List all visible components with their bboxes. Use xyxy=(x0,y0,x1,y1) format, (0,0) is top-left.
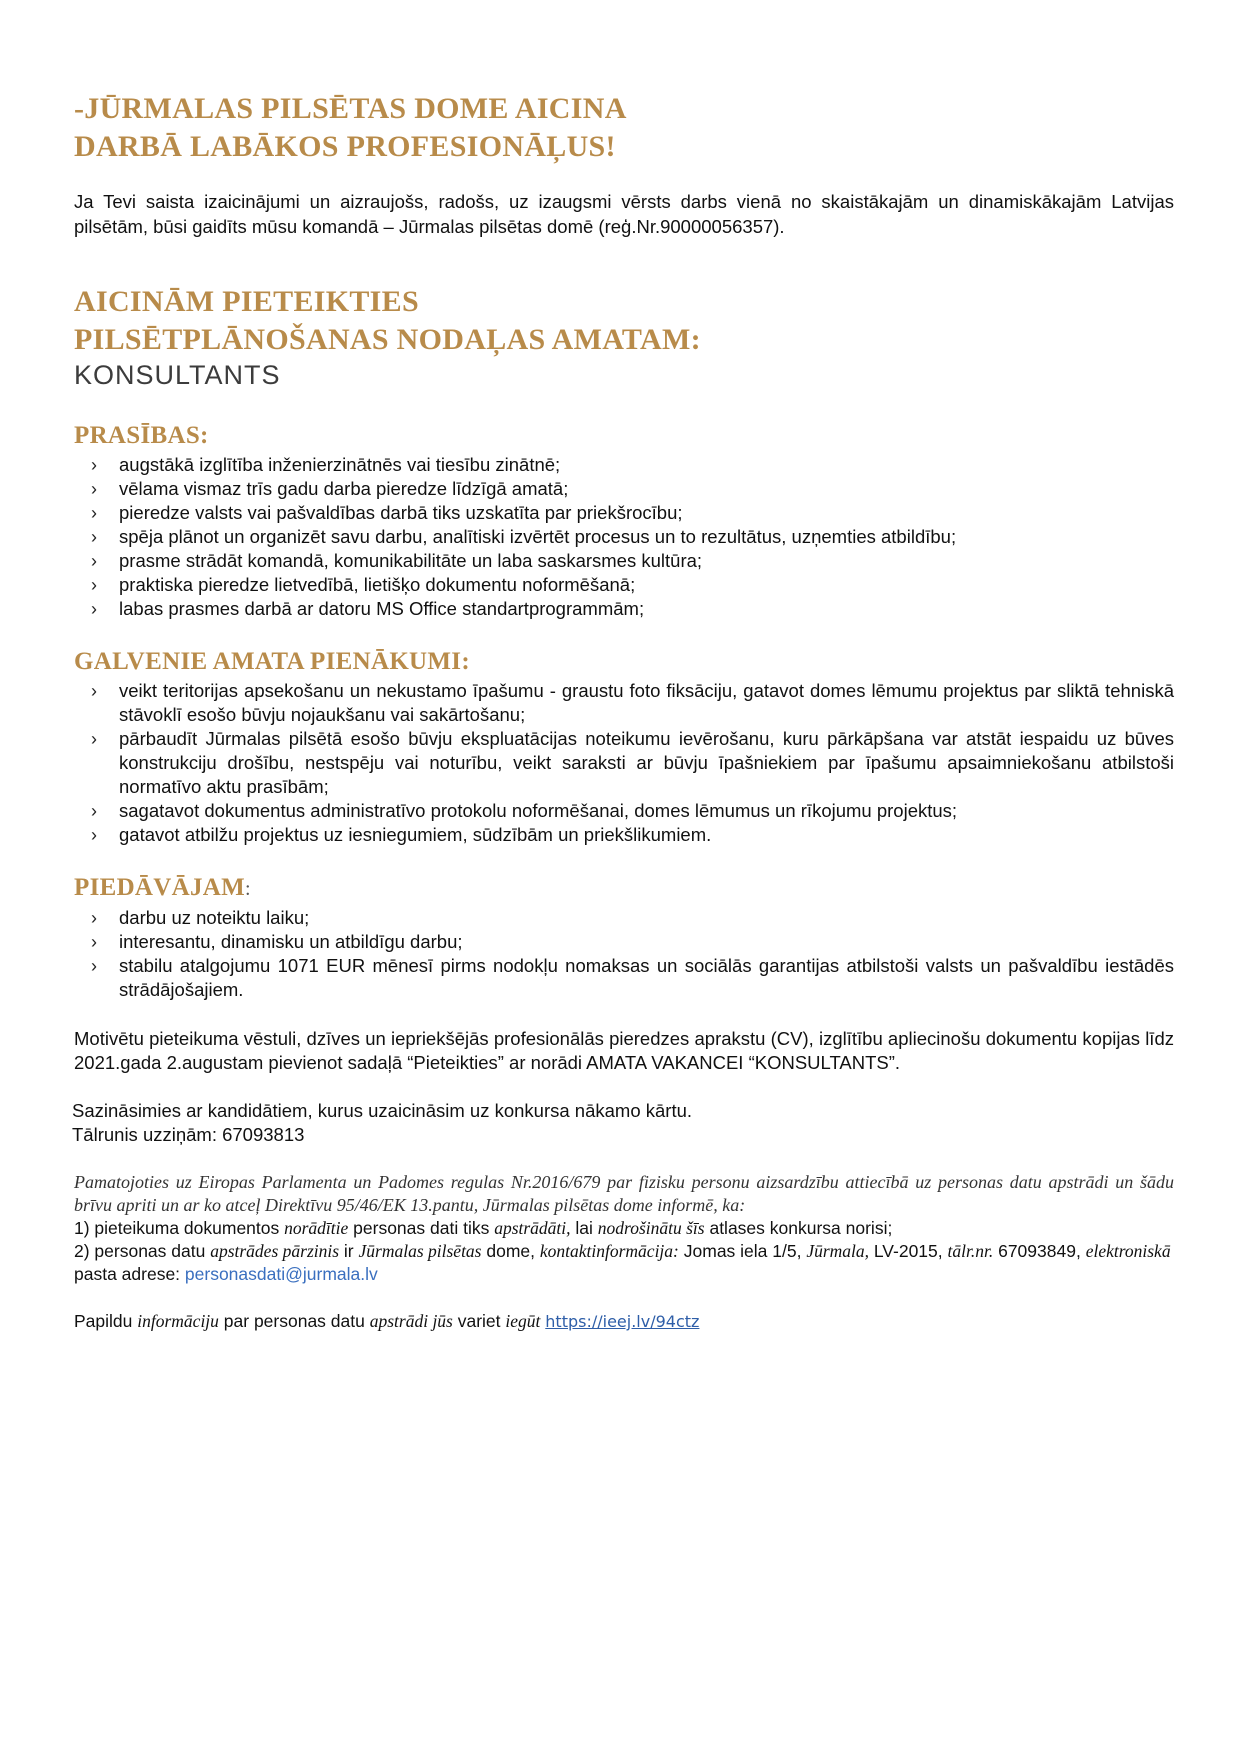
position-title: KONSULTANTS xyxy=(74,360,281,390)
list-item: › gatavot atbilžu projektus uz iesniegumiem, sūdzībām un priekšlikumiem. xyxy=(91,824,712,845)
list-item: › spēja plānot un organizēt savu darbu, analītiski izvērtēt procesus un to rezultātus, uzņemties atbildību; xyxy=(91,526,957,547)
position-heading-line1: AICINĀM PIETEIKTIES xyxy=(74,285,419,318)
chevron-right-icon: › xyxy=(91,527,97,547)
offer-list xyxy=(74,906,1174,1002)
list-item: › interesantu, dinamisku un atbildīgu darbu; xyxy=(91,931,463,952)
position-heading xyxy=(74,283,1174,359)
intro-paragraph: Ja Tevi saista izaicinājumi un aizraujošs, radošs, uz izaugsmi vērsts darbs vienā no skaistākajām un dinamiskākajām Latvijas pilsētām, būsi gaidīts mūsu komandā – Jūrmalas pilsētas domē (reģ.Nr.90000056357). xyxy=(74,191,1174,237)
chevron-right-icon: › xyxy=(91,729,97,749)
contact-phone: Tālrunis uzziņām: 67093813 xyxy=(72,1124,305,1145)
offer-heading-text: PIEDĀVĀJAM xyxy=(74,874,246,901)
chevron-right-icon: › xyxy=(91,503,97,523)
chevron-right-icon: › xyxy=(91,575,97,595)
email-link[interactable]: personasdati@jurmala.lv xyxy=(184,1264,378,1284)
chevron-right-icon: › xyxy=(91,681,97,701)
chevron-right-icon: › xyxy=(91,479,97,499)
chevron-right-icon: › xyxy=(91,599,97,619)
gdpr-point-2: 2) personas datu apstrādes pārzinis ir Jūrmalas pilsētas dome, kontaktinformācija: Jomas iela 1/5, Jūrmala, LV-2015, tālr.nr. 67093849, elektroniskā pasta adrese: personasdati@jurmala.lv xyxy=(74,1241,1171,1284)
vacancy-document xyxy=(74,90,1174,1333)
main-heading-line1: -JŪRMALAS PILSĒTAS DOME AICINA xyxy=(74,92,627,125)
chevron-right-icon: › xyxy=(91,825,97,845)
duties-heading: GALVENIE AMATA PIENĀKUMI: xyxy=(74,648,470,675)
chevron-right-icon: › xyxy=(91,908,97,928)
duties-list xyxy=(74,679,1174,847)
main-heading xyxy=(74,90,1174,166)
list-item: › stabilu atalgojumu 1071 EUR mēnesī pirms nodokļu nomaksas un sociālās garantijas atbilstoši valsts un pašvaldību iestādēs strādājošajiem. xyxy=(91,955,1174,1000)
position-heading-line2: PILSĒTPLĀNOŠANAS NODAĻAS AMATAM: xyxy=(74,323,701,356)
list-item: › prasme strādāt komandā, komunikabilitāte un laba saskarsmes kultūra; xyxy=(91,550,703,571)
chevron-right-icon: › xyxy=(91,551,97,571)
chevron-right-icon: › xyxy=(91,801,97,821)
requirements-list xyxy=(74,453,1174,621)
offer-heading xyxy=(74,873,1174,904)
main-heading-line2: DARBĀ LABĀKOS PROFESIONĀĻUS! xyxy=(74,130,616,163)
list-item: › veikt teritorijas apsekošanu un nekustamo īpašumu - graustu foto fiksāciju, gatavot domes lēmumu projektus par sliktā tehniskā stāvoklī esošo būvju nojaukšanu vai sakārtošanu; xyxy=(91,680,1174,725)
gdpr-notice xyxy=(74,1171,1174,1333)
contact-line1: Sazināsimies ar kandidātiem, kurus uzaicināsim uz konkursa nākamo kārtu. xyxy=(72,1100,693,1121)
list-item: › labas prasmes darbā ar datoru MS Office standartprogrammām; xyxy=(91,598,645,619)
list-item: › augstākā izglītība inženierzinātnēs vai tiesību zinātnē; xyxy=(91,454,561,475)
list-item: › pieredze valsts vai pašvaldības darbā tiks uzskatīta par priekšrocību; xyxy=(91,502,683,523)
requirements-heading: PRASĪBAS: xyxy=(74,422,209,449)
gdpr-point-1: 1) pieteikuma dokumentos norādītie personas dati tiks apstrādāti, lai nodrošinātu šīs atlases konkursa norisi; xyxy=(74,1218,893,1238)
list-item: › darbu uz noteiktu laiku; xyxy=(91,907,310,928)
list-item: › pārbaudīt Jūrmalas pilsētā esošo būvju ekspluatācijas noteikumu ievērošanu, kuru pārkāpšana var atstāt iespaidu uz būves konstrukciju drošību, nestspēju vai noturību, veikt saraksti ar būvju īpašniekiem par īpašumu apsaimniekošanu atbilstoši normatīvo aktu prasībām; xyxy=(91,728,1174,797)
gdpr-more-info: Papildu informāciju par personas datu apstrādi jūs variet iegūt https://ieej.lv/94ctz xyxy=(74,1311,700,1331)
application-paragraph: Motivētu pieteikuma vēstuli, dzīves un iepriekšējās profesionālās pieredzes aprakstu (CV), izglītību apliecinošu dokumentu kopijas līdz 2021.gada 2.augustam pievienot sadaļā “Pieteikties” ar norādi AMATA VAKANCEI “KONSULTANTS”. xyxy=(74,1028,1174,1073)
contact-block xyxy=(72,1099,1174,1147)
list-item: › sagatavot dokumentus administratīvo protokolu noformēšanai, domes lēmumus un rīkojumu projektus; xyxy=(91,800,958,821)
info-url-link[interactable]: https://ieej.lv/94ctz xyxy=(545,1312,700,1331)
chevron-right-icon: › xyxy=(91,455,97,475)
list-item: › vēlama vismaz trīs gadu darba pieredze līdzīgā amatā; xyxy=(91,478,569,499)
chevron-right-icon: › xyxy=(91,956,97,976)
list-item: › praktiska pieredze lietvedībā, lietišķo dokumentu noformēšanā; xyxy=(91,574,636,595)
gdpr-intro: Pamatojoties uz Eiropas Parlamenta un Padomes regulas Nr.2016/679 par fizisku personu aizsardzību attiecībā uz personas datu apstrādi un šādu brīvu apriti un ar ko atceļ Direktīvu 95/46/EK 13.pantu, Jūrmalas pilsētas dome informē, ka: xyxy=(74,1172,1174,1215)
offer-heading-colon: : xyxy=(245,878,251,900)
chevron-right-icon: › xyxy=(91,932,97,952)
